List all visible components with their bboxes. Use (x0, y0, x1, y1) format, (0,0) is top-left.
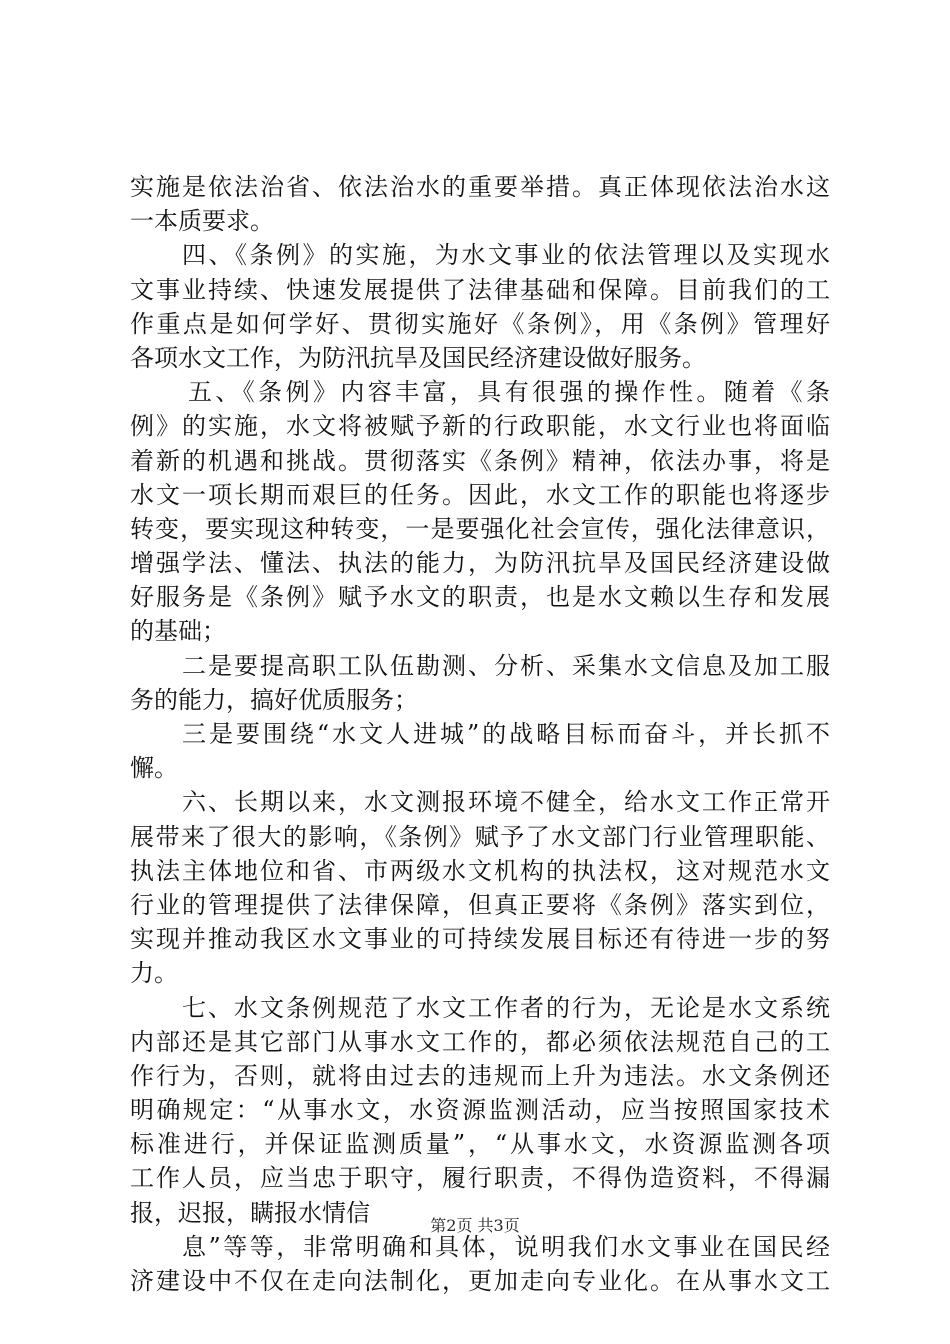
text-line: 行业的管理提供了法律保障，但真正要将《条例》落实到位， (130, 890, 830, 919)
text-line: 作重点是如何学好、贯彻实施好《条例》，用《条例》管理好 (130, 309, 830, 338)
text-line: 务的能力，搞好优质服务； (130, 685, 418, 714)
text-line: 增强学法、懂法、执法的能力，为防汛抗旱及国民经济建设做 (130, 549, 830, 578)
text-line: 例》的实施，水文将被赋予新的行政职能，水文行业也将面临 (130, 412, 830, 441)
text-line: 一本质要求。 (130, 207, 274, 236)
text-line: 水文一项长期而艰巨的任务。因此，水文工作的职能也将逐步 (130, 480, 830, 509)
text-line: 执法主体地位和省、市两级水文机构的执法权，这对规范水文 (130, 856, 830, 885)
text-line: 的基础； (130, 617, 226, 646)
text-line: 工作人员，应当忠于职守，履行职责，不得伪造资料，不得漏 (130, 1164, 830, 1193)
text-line: 七、水文条例规范了水文工作者的行为，无论是水文系统 (182, 993, 830, 1022)
text-line: 六、长期以来，水文测报环境不健全，给水文工作正常开 (182, 788, 830, 817)
text-line: 文事业持续、快速发展提供了法律基础和保障。目前我们的工 (130, 275, 830, 304)
text-line: 好服务是《条例》赋予水文的职责，也是水文赖以生存和发展 (130, 583, 830, 612)
text-line: 济建设中不仅在走向法制化，更加走向专业化。在从事水文工 (130, 1267, 830, 1295)
text-line: 四、《条例》的实施，为水文事业的依法管理以及实现水 (182, 241, 830, 270)
text-line: 标准进行，并保证监测质量”，“从事水文，水资源监测各项 (130, 1130, 830, 1159)
text-line: 明确规定：“从事水文，水资源监测活动，应当按照国家技术 (130, 1096, 830, 1125)
text-line: 着新的机遇和挑战。贯彻落实《条例》精神，依法办事，将是 (130, 446, 830, 475)
text-line: 力。 (130, 959, 178, 988)
text-line: 展带来了很大的影响，《条例》赋予了水文部门行业管理职能、 (130, 822, 830, 851)
text-line: 实施是依法治省、依法治水的重要举措。真正体现依法治水这 (130, 173, 830, 201)
text-line: 懈。 (130, 754, 178, 783)
text-line: 三是要围绕“水文人进城”的战略目标而奋斗，并长抓不 (182, 720, 830, 748)
text-line: 报，迟报，瞒报水情信 (130, 1198, 370, 1227)
text-line: 各项水文工作，为防汛抗旱及国民经济建设做好服务。 (130, 343, 706, 372)
text-line: 内部还是其它部门从事水文工作的，都必须依法规范自己的工 (130, 1027, 830, 1056)
text-line: 转变，要实现这种转变，一是要强化社会宣传，强化法律意识， (130, 514, 830, 543)
text-line: 五、《条例》内容丰富，具有很强的操作性。随着《条 (188, 378, 830, 407)
text-line: 二是要提高职工队伍勘测、分析、采集水文信息及加工服 (182, 651, 830, 680)
page-number-footer: 第2页 共3页 (430, 1216, 520, 1235)
text-line: 息”等等，非常明确和具体，说明我们水文事业在国民经 (182, 1232, 830, 1261)
document-body (130, 170, 830, 1298)
text-line: 实现并推动我区水文事业的可持续发展目标还有待进一步的努 (130, 925, 830, 954)
text-line: 作行为，否则，就将由过去的违规而上升为违法。水文条例还 (130, 1061, 830, 1090)
